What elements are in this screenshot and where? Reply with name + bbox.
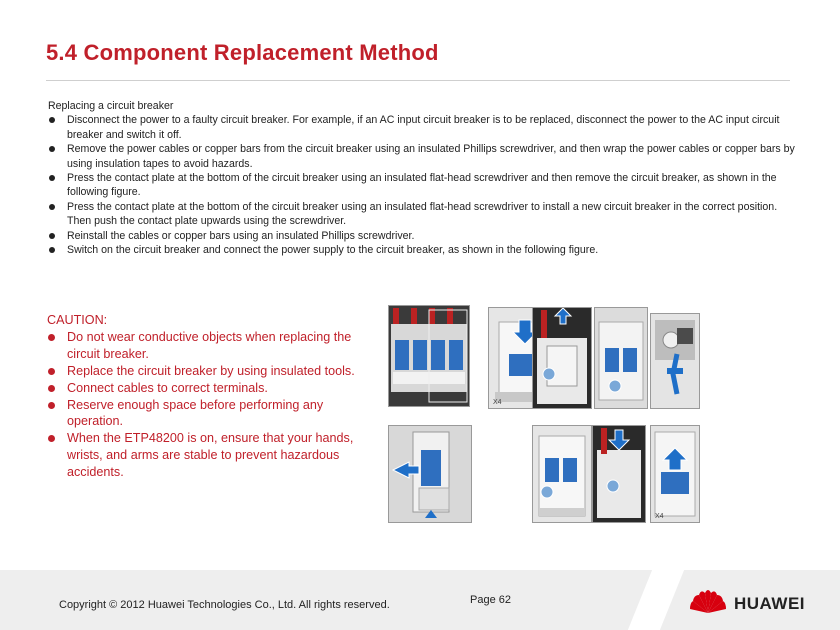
- procedure-step: Press the contact plate at the bottom of the circuit breaker using an insulated flat-head screwdriver to install a new circuit breaker in the correct position. Then push the contact plate upwards using the screwdriver.: [48, 200, 800, 229]
- breaker-rack-photo: [388, 305, 470, 407]
- caution-item: Connect cables to correct terminals.: [47, 380, 359, 397]
- svg-text:X4: X4: [655, 513, 664, 520]
- page-number: Page 62: [470, 594, 511, 606]
- slide-title: 5.4 Component Replacement Method: [46, 40, 439, 65]
- title-divider: [46, 80, 790, 81]
- procedure-step: Press the contact plate at the bottom of the circuit breaker using an insulated flat-head screwdriver and then remove the circuit breaker, as shown in the following figure.: [48, 171, 800, 200]
- svg-text:X4: X4: [493, 399, 502, 406]
- footer-divider: [628, 570, 684, 630]
- caution-section: [47, 312, 359, 481]
- procedure-section: [48, 99, 800, 257]
- breaker-switch-on-photo: [650, 425, 700, 523]
- breaker-insert-photo: [532, 425, 592, 523]
- cable-disconnect-photo: [650, 313, 700, 409]
- caution-item: Replace the circuit breaker by using insulated tools.: [47, 363, 359, 380]
- caution-heading: CAUTION:: [47, 313, 108, 327]
- procedure-step: Reinstall the cables or copper bars using an insulated Phillips screwdriver.: [48, 229, 800, 243]
- cable-reconnect-photo: [592, 425, 646, 523]
- breaker-side-photo: [388, 425, 472, 523]
- procedure-step: Switch on the circuit breaker and connect the power supply to the circuit breaker, as shown in the following figure.: [48, 243, 800, 257]
- breaker-removal-photo: [532, 307, 592, 409]
- caution-item: Do not wear conductive objects when replacing the circuit breaker.: [47, 329, 359, 363]
- caution-list: [47, 329, 359, 481]
- procedure-step: Remove the power cables or copper bars from the circuit breaker using an insulated Phillips screwdriver, and then wrap the power cables or copper bars by using insulation tapes to avoid hazards.: [48, 142, 800, 171]
- procedure-heading: Replacing a circuit breaker: [48, 100, 174, 112]
- procedure-step: Disconnect the power to a faulty circuit breaker. For example, if an AC input circuit breaker is to be replaced, disconnect the power to the AC input circuit breaker and switch it off.: [48, 113, 800, 142]
- breaker-side-view-photo: [594, 307, 648, 409]
- caution-item: When the ETP48200 is on, ensure that your hands, wrists, and arms are stable to prevent hazardous accidents.: [47, 430, 359, 481]
- brand-name: HUAWEI: [734, 594, 805, 613]
- copyright-notice: Copyright © 2012 Huawei Technologies Co., Ltd. All rights reserved.: [59, 599, 390, 611]
- huawei-logo-icon: [688, 585, 728, 620]
- caution-item: Reserve enough space before performing any operation.: [47, 397, 359, 431]
- procedure-steps: [48, 113, 800, 257]
